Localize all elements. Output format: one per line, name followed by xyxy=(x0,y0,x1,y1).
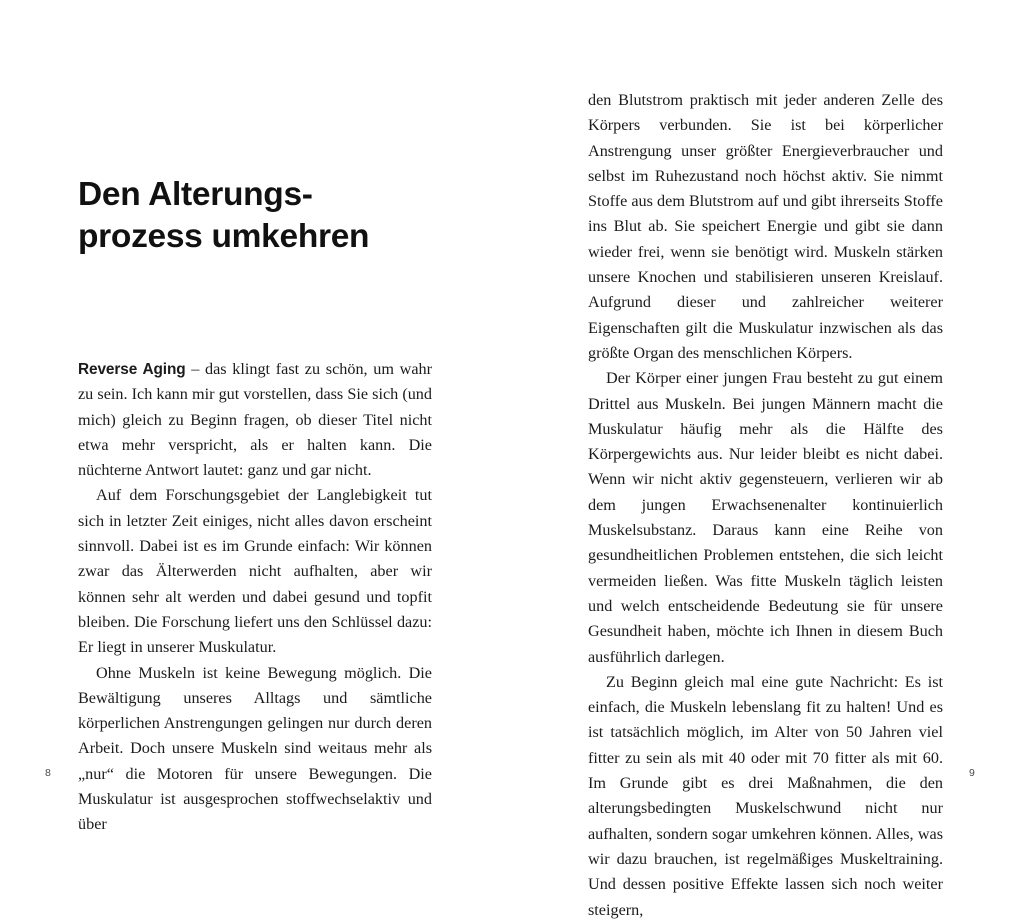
chapter-title-line-2: prozess umkehren xyxy=(78,218,370,256)
paragraph xyxy=(78,357,432,483)
right-page-text-column xyxy=(588,88,943,923)
page-number-left: 8 xyxy=(45,767,52,779)
paragraph-text: Auf dem Forschungsgebiet der Langlebigkeit tut sich in letzter Zeit einiges, nicht alles davon erscheint sinnvoll. Dabei ist es im Grunde einfach: Wir können zwar das Älterwerden nicht aufhalten, aber wir können sehr alt werden und dabei gesund und topfit bleiben. Die Forschung liefert uns den Schlüssel dazu: Er liegt in unserer Muskulatur. xyxy=(78,486,432,657)
paragraph-text: den Blutstrom praktisch mit jeder anderen Zelle des Körpers verbunden. Sie ist bei körperlicher Anstrengung unser größter Energieverbraucher und selbst im Ruhezustand noch höchst aktiv. Sie nimmt Stoffe aus dem Blutstrom auf und gibt ihrerseits Stoffe ins Blut ab. Sie speichert Energie und gibt sie dann wieder frei, wenn sie benötigt wird. Muskeln stärken unsere Knochen und stabilisieren unseren Kreislauf. Aufgrund dieser und zahlreicher weiterer Eigenschaften gilt die Muskulatur inzwischen als das größte Organ des menschlichen Körpers. xyxy=(588,91,943,362)
left-page-text-column xyxy=(78,357,432,838)
paragraph xyxy=(588,366,943,670)
paragraph-text: Zu Beginn gleich mal eine gute Nachricht: Es ist einfach, die Muskeln lebenslang fit zu halten! Und es ist tatsächlich möglich, im Alter von 50 Jahren viel fitter zu sein als mit 40 oder mit 70 fitter als mit 60. Im Grunde gibt es drei Maßnahmen, die den alterungsbedingten Muskelschwund nicht nur aufhalten, sondern sogar umkehren können. Alles, was wir dazu brauchen, ist regelmäßiges Muskeltraining. Und dessen positive Effekte lassen sich noch weiter steigern, xyxy=(588,672,943,919)
paragraph xyxy=(588,670,943,923)
left-page xyxy=(0,0,510,834)
page-number-right: 9 xyxy=(968,767,975,779)
paragraph-text: Der Körper einer jungen Frau besteht zu gut einem Drittel aus Muskeln. Bei jungen Männern macht die Muskulatur häufig mehr als die Hälfte des Körpergewichts aus. Nur leider bleibt es nicht dabei. Wenn wir nicht aktiv gegensteuern, verlieren wir ab dem jungen Erwachsenenalter kontinuierlich Muskelsubstanz. Daraus kann eine Reihe von gesundheitlichen Problemen entstehen, die sich leicht vermeiden ließen. Was fitte Muskeln täglich leisten und welch entscheidende Bedeutung sie für unsere Gesundheit haben, möchte ich Ihnen in diesem Buch ausführlich darlegen. xyxy=(588,369,943,666)
paragraph-text: – das klingt fast zu schön, um wahr zu sein. Ich kann mir gut vorstellen, dass Sie sich (und mich) gleich zu Beginn fragen, ob dieser Titel nicht etwa mehr verspricht, als er halten kann. Die nüchterne Antwort lautet: ganz und gar nicht. xyxy=(78,360,432,480)
paragraph xyxy=(78,661,432,838)
paragraph xyxy=(78,483,432,660)
lead-in-run: Reverse Aging xyxy=(78,361,186,378)
right-page xyxy=(510,0,1020,919)
paragraph xyxy=(588,88,943,366)
paragraph-text: Ohne Muskeln ist keine Bewegung möglich. Die Bewältigung unseres Alltags und sämtliche körperlichen Anstrengungen gelingen nur durch deren Arbeit. Doch unsere Muskeln sind weitaus mehr als „nur“ die Motoren für unsere Bewegungen. Die Muskulatur ist ausgesprochen stoffwechselaktiv und über xyxy=(78,663,432,834)
chapter-title xyxy=(78,174,458,258)
chapter-title-line-1: Den Alterungs- xyxy=(78,176,313,214)
